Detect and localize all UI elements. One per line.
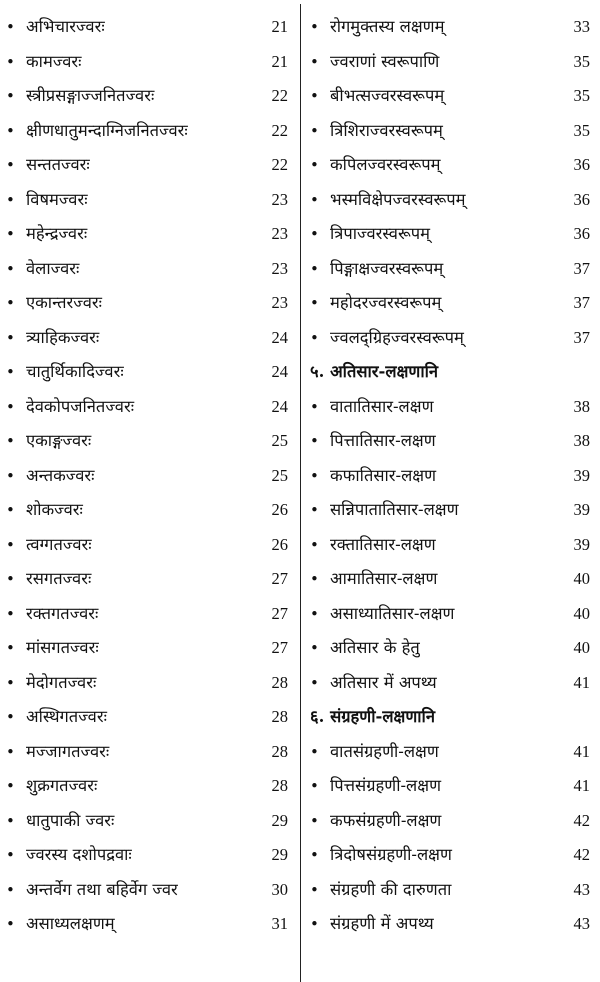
toc-section-heading bbox=[300, 355, 590, 390]
bullet-icon: • bbox=[310, 811, 319, 830]
entry-title: असाध्यातिसार-लक्षण bbox=[330, 603, 455, 623]
entry-title: अतिसार में अपथ्य bbox=[330, 672, 437, 692]
entry-title: संग्रहणी की दारुणता bbox=[330, 879, 452, 899]
bullet-icon: • bbox=[310, 742, 319, 761]
toc-entry bbox=[6, 459, 290, 494]
entry-page-number: 22 bbox=[271, 86, 288, 105]
bullet-icon: • bbox=[6, 777, 15, 795]
entry-title: चातुर्थिकादिज्वरः bbox=[26, 362, 124, 381]
toc-entry bbox=[300, 528, 590, 563]
toc-right-column bbox=[300, 10, 590, 942]
bullet-icon: • bbox=[6, 363, 15, 381]
entry-title: ज्वराणां स्वरूपाणि bbox=[330, 51, 440, 71]
toc-entry bbox=[6, 562, 290, 597]
bullet-icon: • bbox=[6, 846, 15, 864]
toc-entry bbox=[300, 114, 590, 149]
bullet-icon: • bbox=[6, 708, 15, 726]
bullet-icon: • bbox=[6, 18, 15, 36]
toc-entry bbox=[300, 493, 590, 528]
toc-entry bbox=[300, 252, 590, 287]
bullet-icon: • bbox=[310, 501, 319, 519]
bullet-icon: • bbox=[310, 432, 319, 450]
entry-page-number: 28 bbox=[271, 741, 288, 761]
toc-entry bbox=[6, 666, 290, 701]
entry-page-number: 35 bbox=[573, 51, 590, 71]
toc-entry bbox=[300, 666, 590, 701]
entry-title: महोदरज्वरस्वरूपम् bbox=[330, 293, 442, 312]
entry-title: रोगमुक्तस्य लक्षणम् bbox=[330, 17, 445, 36]
bullet-icon: • bbox=[6, 156, 15, 174]
toc-entry bbox=[6, 597, 290, 632]
toc-entry bbox=[6, 355, 290, 390]
toc-entry bbox=[6, 390, 290, 425]
entry-title: एकान्तरज्वरः bbox=[26, 293, 102, 312]
toc-section-heading bbox=[300, 700, 590, 735]
entry-title: विषमज्वरः bbox=[26, 189, 88, 209]
entry-title: शुक्रगतज्वरः bbox=[26, 776, 98, 795]
entry-title: महेन्द्रज्वरः bbox=[26, 224, 88, 243]
entry-title: त्र्याहिकज्वरः bbox=[26, 327, 100, 347]
entry-title: अभिचारज्वरः bbox=[26, 17, 105, 36]
toc-entry bbox=[6, 183, 290, 218]
entry-page-number: 24 bbox=[271, 396, 288, 416]
entry-page-number: 27 bbox=[271, 638, 288, 657]
entry-title: रसगतज्वरः bbox=[26, 569, 92, 588]
entry-title: कफसंग्रहणी-लक्षण bbox=[330, 810, 442, 830]
toc-entry bbox=[300, 907, 590, 942]
bullet-icon: • bbox=[6, 604, 15, 623]
bullet-icon: • bbox=[6, 915, 15, 933]
bullet-icon: • bbox=[6, 225, 15, 243]
entry-page-number: 21 bbox=[271, 51, 288, 71]
bullet-icon: • bbox=[6, 87, 15, 105]
entry-page-number: 26 bbox=[271, 500, 288, 519]
toc-entry bbox=[300, 804, 590, 839]
toc-entry bbox=[6, 804, 290, 839]
bullet-icon: • bbox=[310, 639, 319, 657]
entry-page-number: 21 bbox=[271, 17, 288, 36]
bullet-icon: • bbox=[310, 397, 319, 416]
toc-entry bbox=[6, 10, 290, 45]
entry-page-number: 40 bbox=[573, 638, 590, 657]
entry-page-number: 28 bbox=[271, 776, 288, 795]
bullet-icon: • bbox=[310, 190, 319, 209]
entry-page-number: 39 bbox=[573, 465, 590, 485]
entry-page-number: 39 bbox=[573, 500, 590, 519]
entry-title: वेलाज्वरः bbox=[26, 258, 80, 278]
entry-title: पित्तातिसार-लक्षण bbox=[330, 431, 436, 450]
entry-page-number: 31 bbox=[271, 914, 288, 933]
entry-title: देवकोपजनितज्वरः bbox=[26, 396, 135, 416]
bullet-icon: • bbox=[6, 811, 15, 830]
entry-page-number: 25 bbox=[271, 431, 288, 450]
toc-entry bbox=[6, 45, 290, 80]
toc-entry bbox=[300, 459, 590, 494]
entry-title: मज्जागतज्वरः bbox=[26, 741, 110, 761]
bullet-icon: • bbox=[6, 535, 15, 554]
toc-entry bbox=[300, 10, 590, 45]
toc-entry bbox=[300, 838, 590, 873]
toc-entry bbox=[6, 148, 290, 183]
entry-title: अतिसार के हेतु bbox=[330, 638, 420, 657]
toc-entry bbox=[300, 45, 590, 80]
bullet-icon: • bbox=[310, 294, 319, 312]
entry-page-number: 22 bbox=[271, 155, 288, 174]
bullet-icon: • bbox=[6, 639, 15, 657]
bullet-icon: • bbox=[6, 432, 15, 450]
toc-entry bbox=[300, 873, 590, 908]
entry-title: वातसंग्रहणी-लक्षण bbox=[330, 741, 439, 761]
entry-page-number: 43 bbox=[573, 879, 590, 899]
entry-page-number: 37 bbox=[573, 258, 590, 278]
toc-entry bbox=[300, 631, 590, 666]
bullet-icon: • bbox=[310, 777, 319, 795]
entry-title: त्रिदोषसंग्रहणी-लक्षण bbox=[330, 845, 452, 864]
toc-entry bbox=[300, 321, 590, 356]
entry-title: कपिलज्वरस्वरूपम् bbox=[330, 155, 441, 174]
entry-page-number: 24 bbox=[271, 362, 288, 381]
entry-title: क्षीणधातुमन्दाग्निजनितज्वरः bbox=[26, 120, 188, 140]
entry-title: मांसगतज्वरः bbox=[26, 638, 99, 657]
entry-page-number: 26 bbox=[271, 534, 288, 554]
entry-title: वातातिसार-लक्षण bbox=[330, 396, 434, 416]
toc-entry bbox=[300, 390, 590, 425]
bullet-icon: • bbox=[310, 52, 319, 71]
entry-page-number: 23 bbox=[271, 293, 288, 312]
toc-entry bbox=[6, 114, 290, 149]
entry-page-number: 30 bbox=[271, 879, 288, 899]
toc-entry bbox=[6, 424, 290, 459]
entry-page-number: 29 bbox=[271, 845, 288, 864]
entry-title: कफातिसार-लक्षण bbox=[330, 465, 437, 485]
toc-entry bbox=[300, 79, 590, 114]
entry-page-number: 37 bbox=[573, 293, 590, 312]
entry-page-number: 43 bbox=[573, 914, 590, 933]
entry-page-number: 42 bbox=[573, 845, 590, 864]
entry-page-number: 38 bbox=[573, 431, 590, 450]
toc-entry bbox=[300, 735, 590, 770]
entry-page-number: 25 bbox=[271, 465, 288, 485]
entry-page-number: 23 bbox=[271, 224, 288, 243]
toc-entry bbox=[6, 873, 290, 908]
toc-entry bbox=[300, 424, 590, 459]
toc-entry bbox=[6, 838, 290, 873]
toc-left-column bbox=[6, 10, 290, 942]
entry-page-number: 27 bbox=[271, 603, 288, 623]
bullet-icon: • bbox=[310, 466, 319, 485]
bullet-icon: • bbox=[310, 87, 319, 105]
bullet-icon: • bbox=[310, 570, 319, 588]
toc-entry bbox=[6, 252, 290, 287]
toc-entry bbox=[300, 597, 590, 632]
bullet-icon: • bbox=[310, 604, 319, 623]
bullet-icon: • bbox=[6, 294, 15, 312]
bullet-icon: • bbox=[310, 846, 319, 864]
entry-title: ५. अतिसार-लक्षणानि bbox=[310, 362, 439, 381]
toc-entry bbox=[300, 562, 590, 597]
bullet-icon: • bbox=[310, 915, 319, 933]
entry-page-number: 41 bbox=[573, 741, 590, 761]
entry-page-number: 41 bbox=[573, 776, 590, 795]
entry-title: संग्रहणी में अपथ्य bbox=[330, 914, 434, 933]
entry-title: सन्निपातातिसार-लक्षण bbox=[330, 500, 459, 519]
entry-title: असाध्यलक्षणम् bbox=[26, 914, 115, 933]
entry-page-number: 28 bbox=[271, 672, 288, 692]
entry-page-number: 22 bbox=[271, 120, 288, 140]
entry-page-number: 24 bbox=[271, 327, 288, 347]
bullet-icon: • bbox=[6, 673, 15, 692]
toc-entry bbox=[6, 528, 290, 563]
entry-page-number: 38 bbox=[573, 396, 590, 416]
bullet-icon: • bbox=[310, 328, 319, 347]
bullet-icon: • bbox=[310, 259, 319, 278]
toc-entry bbox=[6, 493, 290, 528]
entry-title: पिङ्गाक्षज्वरस्वरूपम् bbox=[330, 258, 444, 278]
entry-title: ज्वलद्ग्रिहज्वरस्वरूपम् bbox=[330, 327, 464, 347]
entry-title: ६. संग्रहणी-लक्षणानि bbox=[310, 707, 435, 726]
toc-entry bbox=[6, 321, 290, 356]
entry-page-number: 40 bbox=[573, 603, 590, 623]
entry-title: शोकज्वरः bbox=[26, 500, 83, 519]
bullet-icon: • bbox=[6, 742, 15, 761]
entry-page-number: 40 bbox=[573, 569, 590, 588]
toc-entry bbox=[6, 217, 290, 252]
bullet-icon: • bbox=[6, 121, 15, 140]
toc-entry bbox=[300, 148, 590, 183]
bullet-icon: • bbox=[6, 570, 15, 588]
entry-title: बीभत्सज्वरस्वरूपम् bbox=[330, 86, 445, 105]
entry-title: कामज्वरः bbox=[26, 51, 82, 71]
bullet-icon: • bbox=[6, 466, 15, 485]
bullet-icon: • bbox=[310, 156, 319, 174]
entry-title: ज्वरस्य दशोपद्रवाः bbox=[26, 845, 132, 864]
entry-page-number: 37 bbox=[573, 327, 590, 347]
entry-title: अन्तर्वेग तथा बहिर्वेग ज्वर bbox=[26, 879, 178, 899]
toc-entry bbox=[300, 217, 590, 252]
bullet-icon: • bbox=[310, 535, 319, 554]
entry-title: त्रिपाज्वरस्वरूपम् bbox=[330, 224, 431, 243]
entry-page-number: 23 bbox=[271, 258, 288, 278]
entry-page-number: 23 bbox=[271, 189, 288, 209]
entry-page-number: 36 bbox=[573, 189, 590, 209]
bullet-icon: • bbox=[6, 52, 15, 71]
entry-title: रक्तातिसार-लक्षण bbox=[330, 534, 436, 554]
entry-page-number: 42 bbox=[573, 810, 590, 830]
bullet-icon: • bbox=[6, 501, 15, 519]
entry-page-number: 35 bbox=[573, 86, 590, 105]
bullet-icon: • bbox=[6, 190, 15, 209]
entry-page-number: 27 bbox=[271, 569, 288, 588]
toc-entry bbox=[300, 183, 590, 218]
entry-page-number: 28 bbox=[271, 707, 288, 726]
entry-page-number: 41 bbox=[573, 672, 590, 692]
entry-title: भस्मविक्षेपज्वरस्वरूपम् bbox=[330, 189, 466, 209]
entry-page-number: 33 bbox=[573, 17, 590, 36]
entry-title: त्रिशिराज्वरस्वरूपम् bbox=[330, 120, 443, 140]
toc-entry bbox=[6, 79, 290, 114]
entry-page-number: 35 bbox=[573, 120, 590, 140]
entry-title: स्त्रीप्रसङ्गाज्जनितज्वरः bbox=[26, 86, 155, 105]
bullet-icon: • bbox=[6, 397, 15, 416]
entry-page-number: 29 bbox=[271, 810, 288, 830]
entry-title: अस्थिगतज्वरः bbox=[26, 707, 107, 726]
entry-title: पित्तसंग्रहणी-लक्षण bbox=[330, 776, 441, 795]
entry-title: मेदोगतज्वरः bbox=[26, 672, 97, 692]
toc-entry bbox=[6, 631, 290, 666]
entry-title: सन्ततज्वरः bbox=[26, 155, 90, 174]
entry-title: अन्तकज्वरः bbox=[26, 465, 95, 485]
entry-title: आमातिसार-लक्षण bbox=[330, 569, 438, 588]
entry-title: त्वग्गतज्वरः bbox=[26, 534, 92, 554]
entry-page-number: 36 bbox=[573, 155, 590, 174]
bullet-icon: • bbox=[6, 328, 15, 347]
toc-entry bbox=[300, 286, 590, 321]
entry-title: एकाङ्गज्वरः bbox=[26, 431, 92, 450]
entry-title: रक्तगतज्वरः bbox=[26, 603, 99, 623]
toc-entry bbox=[6, 769, 290, 804]
bullet-icon: • bbox=[310, 880, 319, 899]
entry-page-number: 36 bbox=[573, 224, 590, 243]
toc-entry bbox=[6, 735, 290, 770]
toc-entry bbox=[6, 700, 290, 735]
toc-entry bbox=[6, 907, 290, 942]
bullet-icon: • bbox=[6, 880, 15, 899]
bullet-icon: • bbox=[310, 673, 319, 692]
bullet-icon: • bbox=[310, 225, 319, 243]
bullet-icon: • bbox=[310, 18, 319, 36]
entry-title: धातुपाकी ज्वरः bbox=[26, 810, 115, 830]
bullet-icon: • bbox=[310, 121, 319, 140]
entry-page-number: 39 bbox=[573, 534, 590, 554]
toc-entry bbox=[6, 286, 290, 321]
bullet-icon: • bbox=[6, 259, 15, 278]
toc-entry bbox=[300, 769, 590, 804]
